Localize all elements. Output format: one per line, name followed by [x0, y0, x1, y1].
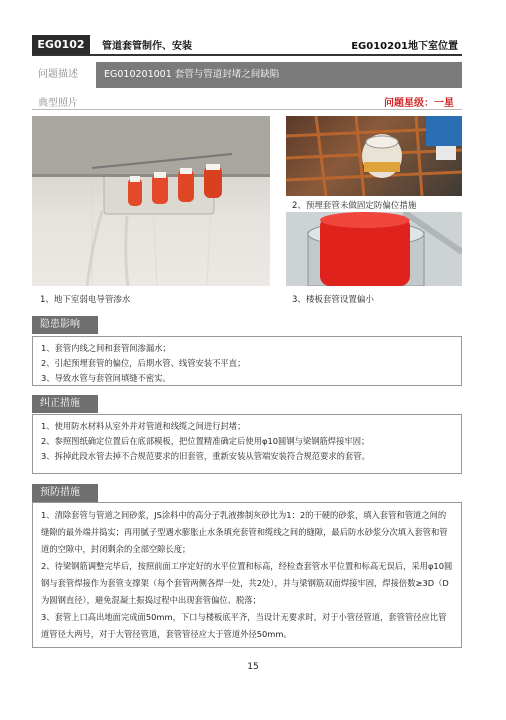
prevention-title: 预防措施	[32, 484, 98, 502]
hazards-box	[32, 336, 462, 386]
hazards-title: 隐患影响	[32, 316, 98, 334]
photo-wall-conduits	[32, 116, 270, 286]
prevention-item: 1、清除套管与管道之间砂浆，JS涂料中的高分子乳液掺制灰砂比为1：2的干硬的砂浆，填入套管和管道之间的缝隙的最外端并捣实；再用腻子型遇水膨胀止水条填充套管和缆线之间的缝隙，最后防水砂浆分次填入套管和管道的空隙中，封闭剩余的全部空隙长度；	[41, 510, 448, 554]
wall-conduit-illustration	[32, 116, 270, 286]
photo-row	[32, 92, 462, 110]
corrective-box	[32, 414, 462, 474]
prevention-item: 2、待梁钢筋调整完毕后，按照前面工序定好的水平位置和标高，经检查套管水平位置和标高无误后，采用φ10圆钢与套管焊接作为套管支撑架（每个套管两侧各焊一处，共2处），并与梁钢筋双面焊接牢固，焊接倍数≥3D（D为圆钢直径），避免混凝土振捣过程中出现套管偏位、脱落；	[41, 561, 453, 605]
prevention-item: 3、套管上口高出地面完成面50mm，下口与楼板底平齐，当设计无要求时，对于小管径管道，套管管径应比管道管径大两号，对于大管径管道，套管管径应大于管道外径50mm。	[41, 612, 447, 639]
prevention-box	[32, 502, 462, 648]
corrective-item: 1、使用防水材料从室外并对管道和线缆之间进行封堵；	[41, 421, 246, 431]
photo-caption-2: 2、预埋套管未做固定防偏位措施	[292, 201, 417, 211]
photo-label: 典型照片	[38, 98, 78, 109]
hazard-item: 3、导致水管与套管间填缝不密实。	[41, 373, 171, 383]
issue-label: 问题描述	[38, 69, 78, 80]
photo-caption-1: 1、地下室弱电导管渗水	[40, 295, 131, 305]
pipe-sleeve-illustration	[286, 212, 462, 286]
hazard-item: 2、引起预埋套管的偏位，后期水管、线管安装不平直；	[41, 358, 246, 368]
header	[32, 34, 462, 56]
corrective-title: 纠正措施	[32, 395, 98, 413]
rebar-sleeve-illustration	[286, 116, 462, 196]
corrective-item: 3、拆掉此段水管去掉不合规范要求的旧套管，重新安装从管端安装符合规范要求的套管。	[41, 451, 370, 461]
photo-caption-3: 3、楼板套管设置偏小	[292, 295, 374, 305]
photo-rebar-sleeve	[286, 116, 462, 196]
header-location: EG010201地下室位置	[351, 41, 458, 52]
page-number: 15	[247, 662, 259, 672]
issue-text: EG010201001 套管与管道封堵之间缺陷	[96, 62, 462, 88]
hazard-item: 1、套管内线之间和套管间渗漏水；	[41, 343, 171, 353]
code-badge: EG0102	[32, 35, 90, 54]
header-title: 管道套管制作、安装	[102, 41, 192, 52]
photo-pipe-sleeve	[286, 212, 462, 286]
corrective-item: 2、参照图纸确定位置后在底部模板，把位置精准确定后使用φ10圆钢与梁钢筋焊接牢固；	[41, 436, 370, 446]
star-rating: 问题星级：一星	[384, 98, 454, 109]
issue-row	[32, 62, 462, 88]
